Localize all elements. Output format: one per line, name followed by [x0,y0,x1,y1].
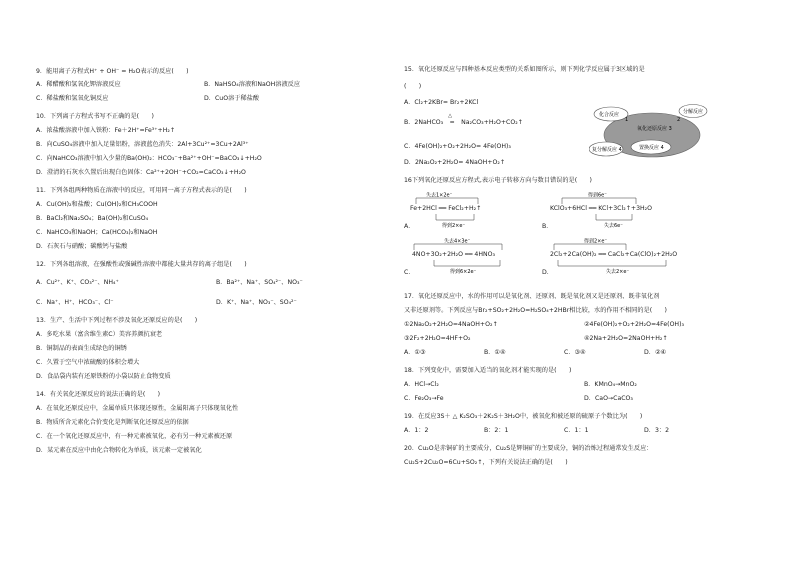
q16a-top-label: 失去1×2e⁻ [426,192,453,199]
reaction-type-venn-diagram [589,103,709,161]
q18-option-a: A．HCl→Cl₂ [404,381,439,388]
q14-stem: 14．有关氧化还原反应的说法正确的是( ) [36,391,161,398]
q19-option-c: C．1：1 [564,427,589,434]
q15-option-b-arrow: △ ═ [448,113,454,126]
q15-paren: ( ) [404,83,422,90]
q19-option-b: B：2：1 [484,427,509,434]
q17-reaction-1: ①2Na₂O₂+2H₂O=4NaOH+O₂↑ [404,321,498,328]
q19-stem: 19．在反应3S＋ △ K₂SO₃＋2K₂S＋3H₂O中，被氧化和被还原的硫原子个数比为( ) [404,413,643,420]
q16b-equation: KClO₃+6HCl ══ KCl+3Cl₂↑+3H₂O [550,205,653,212]
q9-stem: 9．能用离子方程式H⁺ + OH⁻ = H₂O表示的反应( ) [36,68,189,75]
venn-label-1: 1 [625,117,629,123]
q13-option-b: B．铜制品的表面生成绿色的铜锈 [36,345,127,352]
q13-option-d: D．食品袋内装有还原铁粉的小袋以防止食物变质 [36,373,171,380]
q11-option-b: B．BaCl₂和Na₂SO₄；Ba(OH)₂和CuSO₄ [36,215,149,222]
q10-option-a: A．浓盐酸溶液中加入铁粉：Fe＋2H⁺=Fe³⁺+H₂↑ [36,127,176,134]
q18-option-b: B．KMnO₄→MnO₂ [584,381,637,388]
q15-option-b-left: B．2NaHCO₃ [404,119,444,126]
venn-label-combine: 化合反应 [599,112,620,118]
q16d-equation: 2Cl₂+2Ca(OH)₂ ══ CaCl₂+Ca(ClO)₂+2H₂O [550,251,678,258]
q10-option-b: B．向CuSO₄溶液中加入足量铝粉，溶液蓝色消失：2Al+3Cu²⁺=3Cu+2Al³⁺ [36,141,249,148]
q16c-equation: 4NO+3O₂+2H₂O ══ 4HNO₃ [412,251,495,258]
q16b-label: B． [542,223,553,230]
venn-label-redox: 氧化还原反应 3 [637,126,672,132]
q10-option-d: D．澄清的石灰水久置后出现白色固体：Ca²⁺+2OH⁻+CO₂=CaCO₃↓+H₂O [36,169,246,176]
q17-option-d: D．②④ [644,349,667,356]
q16c-top-label: 失去4×3e⁻ [444,238,471,245]
q15-option-c: C．4Fe(OH)₂+O₂+2H₂O= 4Fe(OH)₃ [404,143,511,150]
q16c-label: C． [404,269,415,276]
q17-line2: 又非还原剂等。下列反应与Br₂+SO₂+2H₂O=H₂SO₄+2HBr相比较，水的作用不相同的是( ) [404,307,667,314]
q14-option-c: C．在一个氧化还原反应中，有一种元素被氧化，必有另一种元素被还原 [36,433,233,440]
venn-label-2: 2 [677,117,681,123]
q17-reaction-2: ②4Fe(OH)₂+O₂+2H₂O=4Fe(OH)₃ [584,321,684,328]
q9-option-d: D．CuO溶于稀盐酸 [204,95,260,102]
venn-label-decompose: 分解反应 [683,109,704,115]
q17-line1: 17．氧化还原反应中，水的作用可以是氧化剂、还原剂、既是氧化剂又是还原剂、既非氧化剂 [404,293,660,300]
q16d-label: D． [542,269,553,276]
q18-option-c: C．Fe₂O₃→Fe [404,395,444,402]
q18-stem: 18．下列变化中，需要加入适当的氧化剂才能实现的是( ) [404,367,572,374]
q9-option-c: C．稀盐酸和氢氧化铜反应 [36,95,109,102]
q9-option-a: A．稀醋酸和氢氧化钾溶液反应 [36,81,121,88]
q13-stem: 13．生产、生活中下列过程不涉及氧化还原反应的是( ) [36,317,198,324]
q12-option-d: D．K⁺、Na⁺、NO₃⁻、SO₄²⁻ [216,299,297,306]
q20-line1: 20．Cu₂O是赤铜矿的主要成分，Cu₂S是辉铜矿的主要成分，铜的冶炼过程通常发生反应： [404,445,653,452]
heat-icon: △ [448,113,452,119]
q14-option-b: B．物质所含元素化合价变化是判断氧化还原反应的依据 [36,419,189,426]
q13-option-a: A．多吃水果（富含维生素C）美容养颜抗衰老 [36,331,163,338]
q12-option-a: A．Cu²⁺、K⁺、CO₃²⁻、NH₄⁺ [36,279,119,286]
q16d-top-label: 得到2×e⁻ [584,238,608,245]
q15-option-a: A．Cl₂+2KBr= Br₂+2KCl [404,99,479,106]
q12-option-b: B．Ba²⁺、Na⁺、SO₄²⁻、NO₃⁻ [216,279,303,286]
q10-stem: 10．下列离子方程式书写不正确的是( ) [36,113,154,120]
q12-stem: 12．下列各组溶液，在强酸性或强碱性溶液中都能大量共存的离子组是( ) [36,261,247,268]
q15-stem: 15．氧化还原反应与四种基本反应类型的关系如图所示，则下列化学反应属于3区域的是 [404,66,645,73]
q11-option-d: D．石灰石与硝酸；碳酸钙与盐酸 [36,243,128,250]
q11-stem: 11．下列各组两种物质在溶液中的反应，可用同一离子方程式表示的是( ) [36,187,247,194]
q16a-equation: Fe+2HCl ══ FeCl₂+H₂↑ [410,205,482,212]
q15-option-b-right: Na₂CO₃+H₂O+CO₂↑ [461,119,523,126]
q11-option-c: C．NaHCO₃和NaOH；Ca(HCO₃)₂和NaOH [36,229,158,236]
q16-option-c [404,238,539,278]
q17-option-b: B．①④ [484,349,506,356]
q16d-bottom-label: 失去2×e⁻ [606,269,630,275]
q17-reaction-3: ③2F₂+2H₂O=4HF+O₂ [404,335,471,342]
q16a-bottom-label: 得到2×e⁻ [442,223,466,229]
q19-option-d: D．3：2 [644,427,670,434]
q12-option-c: C．Na⁺、H⁺、HCO₃⁻、Cl⁻ [36,299,114,306]
q16-option-b [542,192,702,232]
q14-option-a: A．在氧化还原反应中，金属单质只体现还原性，金属阳离子只体现氧化性 [36,405,239,412]
q10-option-c: C．向NaHCO₃溶液中加入少量的Ba(OH)₂：HCO₃⁻+Ba²⁺+OH⁻=BaCO₃↓+H₂O [36,155,262,162]
q11-option-a: A．Cu(OH)₂和盐酸；Cu(OH)₂和CH₃COOH [36,201,158,208]
venn-label-double: 复分解反应 4 [592,147,622,153]
q16b-bottom-label: 失去6e⁻ [604,223,623,229]
q19-option-a: A．1：2 [404,427,429,434]
q18-option-d: D．CaO→CaCO₃ [584,395,633,402]
q14-option-d: D．某元素在反应中由化合物转化为单质，该元素一定被氧化 [36,447,202,454]
q16-stem: 16下列氧化还原反应方程式,表示电子转移方向与数目错误的是( ) [404,177,592,184]
q15-option-b [404,113,523,126]
q17-option-c: C．③④ [564,349,586,356]
q20-line2: Cu₂S+2Cu₂O=6Cu+SO₂↑，下列有关说法正确的是( ) [404,459,568,466]
q16c-bottom-label: 得到6×2e⁻ [450,269,477,275]
q17-reaction-4: ④2Na+2H₂O=2NaOH+H₂↑ [584,335,668,342]
q16-option-d [542,238,717,278]
venn-label-replace: 置换反应 4 [639,145,664,151]
q9-option-b: B．NaHSO₄溶液和NaOH溶液反应 [204,81,301,88]
q15-option-d: D．2Na₂O₂+2H₂O= 4NaOH+O₂↑ [404,159,506,166]
q17-option-a: A．①③ [404,349,426,356]
q13-option-c: C．久置于空气中浓硫酸的体积会增大 [36,359,140,366]
q16b-top-label: 得到6e⁻ [588,192,607,199]
q16a-label: A． [404,223,415,230]
q16-option-a [404,192,534,232]
